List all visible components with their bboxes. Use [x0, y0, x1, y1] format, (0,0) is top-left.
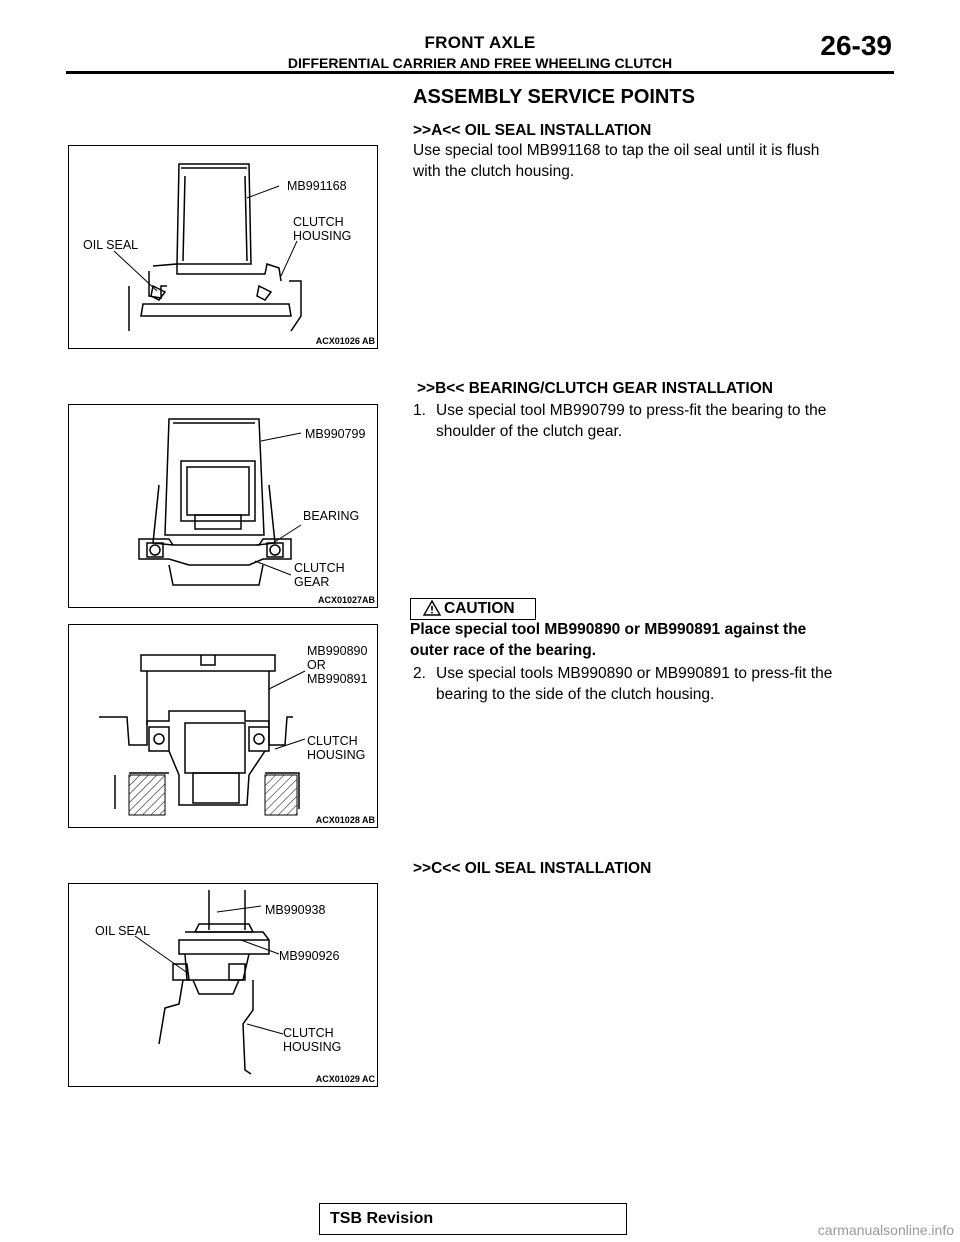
fig1-seal-label: OIL SEAL: [83, 238, 139, 252]
caution-box: [410, 598, 536, 620]
watermark: carmanualsonline.info: [817, 1222, 954, 1238]
figure-bearing-housing: [68, 624, 378, 828]
fig1-housing-label: CLUTCH HOUSING: [293, 215, 352, 243]
step-b-item1-line2: shoulder of the clutch gear.: [436, 423, 623, 440]
fig3-tool-label: MB990890 OR MB990891: [307, 644, 368, 686]
section-title: ASSEMBLY SERVICE POINTS: [413, 86, 695, 108]
step-c-heading: >>C<< OIL SEAL INSTALLATION: [413, 860, 652, 877]
fig3-code: ACX01028 AB: [315, 815, 375, 825]
step-b-item2-line1: Use special tools MB990890 or MB990891 to press-fit the: [436, 665, 833, 682]
caution-line1: Place special tool MB990890 or MB990891 against the: [410, 621, 807, 638]
fig2-bearing-label: BEARING: [303, 509, 360, 523]
fig1-code: ACX01026 AB: [315, 336, 375, 346]
footer-revision-box: [319, 1203, 627, 1235]
caution-label: CAUTION: [444, 600, 515, 617]
fig4-code: ACX01029 AC: [315, 1074, 375, 1084]
step-a-line1: Use special tool MB991168 to tap the oil seal until it is flush: [413, 142, 820, 159]
warning-triangle-icon: [423, 600, 441, 616]
footer-revision-label: TSB Revision: [330, 1210, 434, 1227]
step-b-item2-number: 2.: [413, 665, 426, 682]
step-b-heading: >>B<< BEARING/CLUTCH GEAR INSTALLATION: [417, 380, 773, 397]
step-a-line2: with the clutch housing.: [413, 163, 575, 180]
step-b-item1-number: 1.: [413, 402, 426, 419]
header-rule: [66, 71, 894, 74]
step-a-heading: >>A<< OIL SEAL INSTALLATION: [413, 122, 652, 139]
fig2-tool-label: MB990799: [305, 427, 366, 441]
fig2-code: ACX01027AB: [317, 595, 375, 605]
figure-bearing-clutch-gear: [68, 404, 378, 608]
fig4-tool1-label: MB990938: [265, 903, 326, 917]
fig4-seal-label: OIL SEAL: [95, 924, 151, 938]
step-b-item1-line1: Use special tool MB990799 to press-fit the bearing to the: [436, 402, 827, 419]
figure-4-drawing: [69, 884, 377, 1086]
caution-line2: outer race of the bearing.: [410, 642, 597, 659]
fig4-tool2-label: MB990926: [279, 949, 340, 963]
page-number: 26-39: [820, 30, 892, 61]
header-title: FRONT AXLE: [424, 33, 536, 52]
figure-oil-seal-install: [68, 145, 378, 349]
fig1-tool-label: MB991168: [287, 179, 347, 193]
fig3-housing-label: CLUTCH HOUSING: [307, 734, 366, 762]
header-subtitle: DIFFERENTIAL CARRIER AND FREE WHEELING CLUTCH: [287, 55, 673, 71]
fig4-housing-label: CLUTCH HOUSING: [283, 1026, 342, 1054]
fig2-gear-label: CLUTCH GEAR: [294, 561, 345, 589]
step-b-item2-line2: bearing to the side of the clutch housing.: [436, 686, 715, 703]
figure-oil-seal-install-c: [68, 883, 378, 1087]
